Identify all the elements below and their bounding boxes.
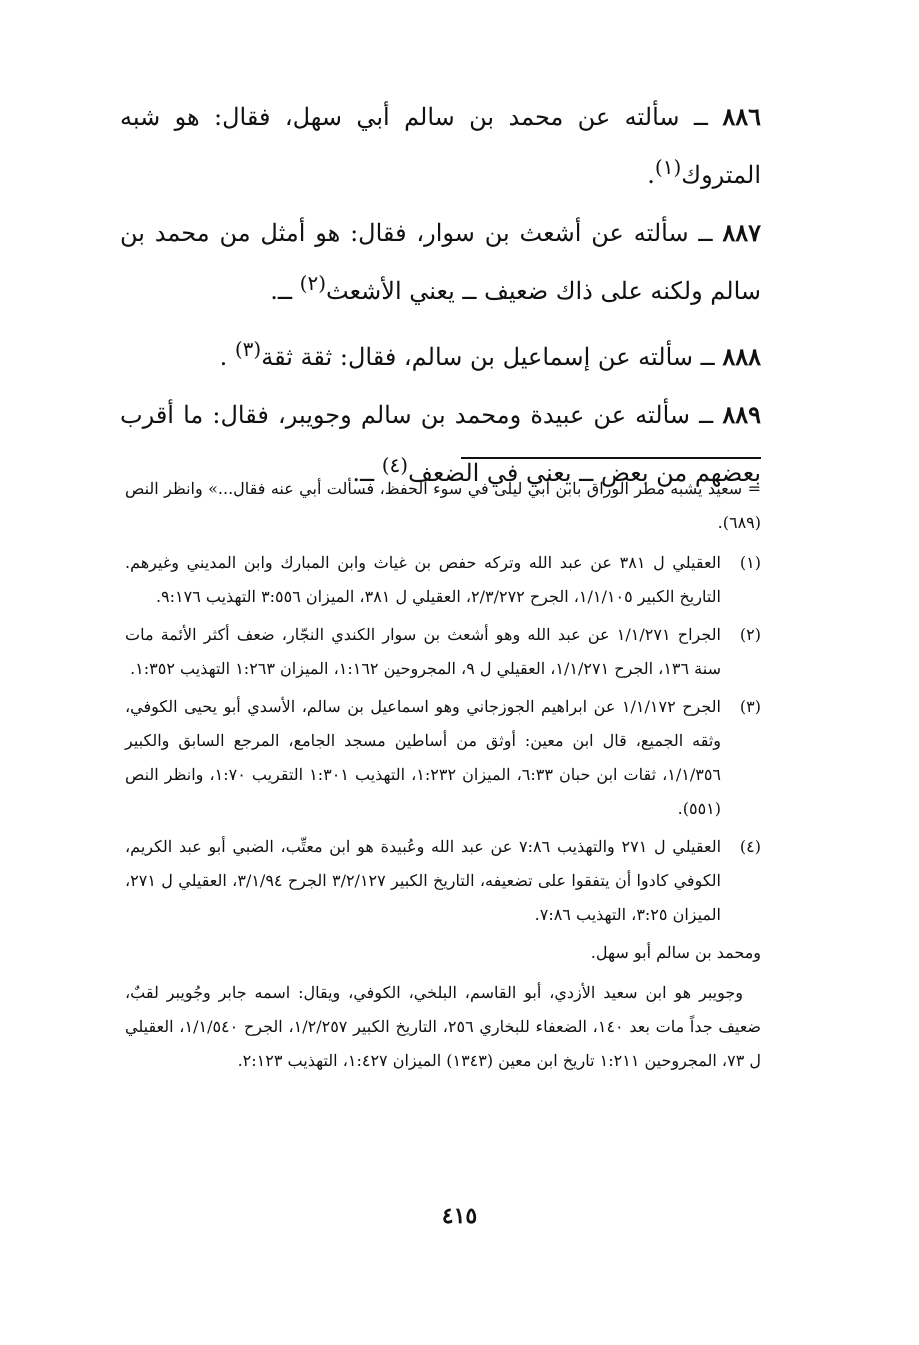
footnote-text: الجرح ١/١/١٧٢ عن ابراهيم الجوزجاني وهو اسماعيل بن سالم، الأسدي أبو يحيى الكوفي، وثقه الجميع، قال ابن معين: أوثق من أساطين مسجد الجامع، المرجع السابق والكبير ١/١/٣٥٦، ثقات ابن حبان ٦:٣٣، الميزان ١:٢٣٢، التهذيب ١:٣٠١ التقريب ١:٧٠، وانظر النص (٥٥١). xyxy=(125,697,722,818)
entry-number: ٨٨٦ xyxy=(722,102,761,131)
footnote-continued: = سعيد يشبه مطر الوراق بابن أبي ليلى في سوء الحفظ، فسألت أبي عنه فقال...» وانظر النص (٦٨٩). xyxy=(125,479,761,532)
entry-text: ــ سألته عن عبيدة ومحمد بن سالم وجويبر، فقال: ما أقرب بعضهم من بعض ــ يعني في الضعف xyxy=(120,401,761,487)
footnote-number: (٢) xyxy=(739,625,761,644)
footnote-3 xyxy=(125,690,761,826)
footnote-number: (١) xyxy=(739,553,761,572)
footnote-muhammad: ومحمد بن سالم أبو سهل. xyxy=(590,943,761,962)
entry-text: ــ سألته عن أشعث بن سوار، فقال: هو أمثل من محمد بن سالم ولكنه على ذاك ضعيف ــ يعني الأشعث xyxy=(120,219,761,305)
footnote-text: العقيلي ل ٢٧١ والتهذيب ٧:٨٦ عن عبد الله وعُبيدة هو ابن معتِّب، الضبي أبو عبد الكريم، الكوفي كادوا أن يتفقوا على تضعيفه، التاريخ الكبير ٣/٢/١٢٧ الجرح ٣/١/٩٤، العقيلي ل ٢٧١، الميزان ٣:٢٥، التهذيب ٧:٨٦. xyxy=(125,837,722,924)
entry-text: ــ سألته عن إسماعيل بن سالم، فقال: ثقة ثقة xyxy=(261,343,715,371)
entry-number: ٨٨٧ xyxy=(722,218,761,247)
entry-886 xyxy=(120,92,761,200)
footnote-separator xyxy=(461,457,761,459)
footnote-1 xyxy=(125,546,761,614)
entry-end: ــ. xyxy=(352,459,375,487)
footnote-number: (٣) xyxy=(739,697,761,716)
footnotes xyxy=(125,472,761,1084)
footnote-ref: (١) xyxy=(654,155,682,179)
entry-888 xyxy=(120,324,761,382)
footnote-juwaybir: وجويبر هو ابن سعيد الأزدي، أبو القاسم، البلخي، الكوفي، ويقال: اسمه جابر وجُويبر لقبٌ، ضعيف جداً مات بعد ١٤٠، الضعفاء للبخاري ٢٥٦، التاريخ الكبير ١/٢/٢٥٧، الجرح ١/١/٥٤٠، العقيلي ل ٧٣، المجروحين ١:٢١١ تاريخ ابن معين (١٣٤٣) الميزان ١:٤٢٧، التهذيب ٢:١٢٣. xyxy=(125,983,762,1070)
entry-text: ــ سألته عن محمد بن سالم أبي سهل، فقال: هو شبه المتروك xyxy=(120,103,761,189)
page-number: ٤١٥ xyxy=(441,1203,478,1229)
entry-end: ــ. xyxy=(270,277,292,305)
main-text xyxy=(120,92,761,506)
footnote-ref: (٣) xyxy=(234,337,262,361)
footnote-2 xyxy=(125,618,761,686)
entry-887 xyxy=(120,208,761,316)
entry-end: . xyxy=(219,343,228,371)
footnote-text: العقيلي ل ٣٨١ عن عبد الله وتركه حفص بن غياث وابن المبارك وابن المديني وغيرهم. التاريخ الكبير ١/١/١٠٥، الجرح ٢/٣/٢٧٢، العقيلي ل ٣٨١، الميزان ٣:٥٥٦ التهذيب ٩:١٧٦. xyxy=(125,553,722,606)
entry-end: . xyxy=(647,161,655,189)
footnote-text: الجراح ١/١/٢٧١ عن عبد الله وهو أشعث بن سوار الكندي النجّار، ضعف أكثر الأئمة مات سنة ١٣٦، الجرح ١/١/٢٧١، العقيلي ل ٩، المجروحين ١:١٦٢، الميزان ١:٢٦٣ التهذيب ١:٣٥٢. xyxy=(125,625,721,678)
entry-number: ٨٨٩ xyxy=(722,400,761,429)
entry-number: ٨٨٨ xyxy=(722,342,761,371)
footnote-ref: (٢) xyxy=(299,271,326,295)
footnote-4 xyxy=(125,830,761,932)
footnote-number: (٤) xyxy=(739,837,761,856)
footnote-ref: (٤) xyxy=(381,453,409,477)
